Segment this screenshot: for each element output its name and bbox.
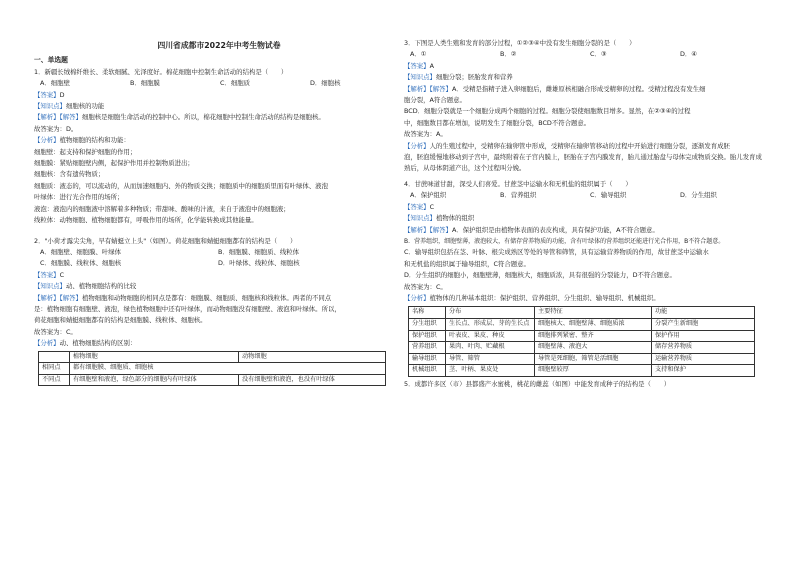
- right-column: [404, 38, 774, 390]
- q3-stem: 3．下图是人类生殖和发育的部分过程，①②③④中没有发生细胞分裂的是（ ）: [404, 39, 636, 47]
- left-column: [34, 0, 404, 386]
- table-cell: 支持和保护: [652, 365, 755, 377]
- q1-option-b: B．细胞膜: [130, 79, 160, 88]
- table-cell: 果肉、叶肉、贮藏根: [446, 342, 535, 354]
- table-cell: 运输营养物质: [652, 353, 755, 365]
- table-row: [409, 353, 755, 365]
- table-cell: 细胞排列紧密、整齐: [535, 330, 652, 342]
- q4-analysis-line: 故答案为：C。: [404, 282, 447, 291]
- q1-option-c: C．细胞质: [220, 79, 251, 88]
- table-row: [409, 365, 755, 377]
- q1-options: [34, 78, 404, 89]
- plant-tissue-table: [408, 306, 755, 377]
- spacer: [34, 227, 404, 236]
- q2-option-c: C．细胞膜、线粒体、细胞核: [40, 259, 122, 268]
- table-cell: 分裂产生新细胞: [652, 318, 755, 330]
- table-cell: 叶表皮、果皮、种皮: [446, 330, 535, 342]
- q4-stem: 4．甘蔗味道甘甜，深受人们喜爱。甘蔗茎中运输水和无机盐的组织属于（ ）: [404, 179, 632, 188]
- q2-option-b: B．细胞膜、细胞质、线粒体: [218, 247, 300, 256]
- q2-options-row1: [34, 247, 404, 258]
- q2-analysis2-line: 【分析】动、植物细胞结构的区别：: [34, 339, 137, 348]
- q3-analysis-line: 中，细胞数目都在增加，说明发生了细胞分裂，BCD不符合题意。: [404, 118, 591, 127]
- q4-analysis-line: D．分生组织的细胞小，细胞壁薄，细胞核大，细胞质浓，具有很强的分裂能力，D不符合题意。: [404, 271, 676, 280]
- q1-analysis2-line: 线粒体：动物细胞、植物细胞都有，呼吸作用的场所，化学能转换成其他能量。: [34, 216, 258, 225]
- q4-options: [404, 190, 774, 201]
- q4-analysis-line: 和无机盐的组织属于输导组织，C符合题意。: [404, 259, 530, 268]
- q3-option-a: A．①: [410, 50, 427, 59]
- q1-analysis-line: 故答案为：D。: [34, 124, 78, 133]
- table-row: [409, 342, 755, 354]
- cell-comparison-table: [38, 351, 386, 387]
- table-cell: 不同点: [39, 374, 70, 386]
- q1-analysis2-line: 细胞壁：起支持和保护细胞的作用；: [34, 147, 137, 156]
- q1-stem: 1．新疆长绒棉纤维长、柔软细腻、光泽度好。棉花细胞中控制生命活动的结构是（ ）: [34, 67, 288, 76]
- q1-analysis-line: 【解析】【解答】细胞核是细胞生命活动的控制中心。所以，棉花细胞中控制生命活动的结构是细胞核。: [34, 113, 325, 122]
- q5-stem: 5．成都许多区（市）县都盛产水蜜桃，桃花的雌蕊（如图）中能发育成种子的结构是（ ）: [404, 379, 671, 388]
- q3-analysis2-line: 泡，胚泡缓慢地移动到子宫中，最终附着在子宫内膜上，胚胎在子宫内膜发育，胎儿通过胎盘与母体完成物质交换。胎儿发育成: [404, 153, 762, 162]
- q3-options: [404, 49, 774, 60]
- q2-options-row2: [34, 258, 404, 269]
- q2-analysis-line: 故答案为：C。: [34, 327, 77, 336]
- q3-analysis-line: 故答案为：A。: [404, 130, 447, 139]
- q1-option-a: A．细胞壁: [40, 79, 70, 88]
- q2-knowledge-point: 【知识点】动、植物细胞结构的比较: [34, 282, 137, 291]
- table-cell: 茎、叶柄、果皮处: [446, 365, 535, 377]
- table-row: [39, 374, 386, 386]
- q2-analysis-line: 是：植物细胞有细胞壁、液泡，绿色植物细胞中还有叶绿体，而动物细胞没有细胞壁、液泡和叶绿体。所以，: [34, 304, 341, 313]
- table-cell: 保护作用: [652, 330, 755, 342]
- table-cell: 分生组织: [409, 318, 446, 330]
- table-row: [409, 318, 755, 330]
- table-row: [39, 351, 386, 363]
- table-cell: 输导组织: [409, 353, 446, 365]
- q1-knowledge-point: 【知识点】细胞核的功能: [34, 102, 105, 111]
- table-cell: 动物细胞: [239, 351, 386, 363]
- q4-analysis-line: 【解析】【解答】A．保护组织是由植物体表面的表皮构成，具有保护功能，A不符合题意。: [404, 225, 659, 234]
- q3-analysis2-line: 【分析】人的生殖过程中，受精卵在输卵管中形成，受精卵在输卵管移动的过程中开始进行细胞分裂，逐渐发育成胚: [404, 141, 730, 150]
- q2-option-d: D．叶绿体、线粒体、细胞核: [218, 259, 300, 268]
- table-row: [409, 307, 755, 319]
- q1-analysis2-line: 【分析】植物细胞的结构和功能：: [34, 136, 130, 145]
- q1-option-d: D．细胞核: [310, 79, 341, 88]
- q2-analysis-line: 【解析】【解答】植物细胞和动物细胞的相同点是都有：细胞膜、细胞质、细胞核和线粒体。两者的不同点: [34, 293, 332, 302]
- page-title: 四川省成都市2022年中考生物试卷: [157, 41, 281, 50]
- table-cell: 生长点、形成层、芽的生长点: [446, 318, 535, 330]
- table-cell: 都有细胞膜、细胞质、细胞核: [70, 363, 386, 375]
- q1-analysis2-line: 细胞质：液态的，可以流动的，从而加速细胞内、外的物质交换；细胞质中的细胞质里面有叶绿体、液泡: [34, 181, 328, 190]
- table-cell: 植物细胞: [70, 351, 239, 363]
- q4-option-b: B．营养组织: [500, 191, 537, 200]
- q2-stem: 2．"小荷才露尖尖角，早有蜻蜓立上头"（如图）。荷花细胞和蜻蜓细胞都有的结构是（ ）: [34, 236, 297, 245]
- q4-option-d: D．分生组织: [680, 191, 717, 200]
- q4-answer: 【答案】C: [404, 202, 435, 211]
- q3-analysis2-line: 熟后，从母体阴道产出，这个过程叫分娩。: [404, 164, 526, 173]
- q1-analysis2-line: 细胞膜：紧贴细胞壁内侧，起保护作用并控制物质进出；: [34, 159, 194, 168]
- table-cell: 机械组织: [409, 365, 446, 377]
- q3-knowledge-point: 【知识点】细胞分裂；胚胎发育和营养: [404, 73, 513, 82]
- table-cell: 保护组织: [409, 330, 446, 342]
- q4-analysis2-line: 【分析】植物体的几种基本组织：保护组织、营养组织、分生组织、输导组织、机械组织。: [404, 293, 660, 302]
- q3-analysis-line: 胞分裂，A符合题意。: [404, 96, 466, 105]
- q2-option-a: A．细胞壁、细胞膜、叶绿体: [40, 247, 122, 256]
- q3-option-d: D．④: [680, 50, 698, 59]
- table-row: [39, 363, 386, 375]
- table-cell: 主要特征: [535, 307, 652, 319]
- table-row: [409, 330, 755, 342]
- table-cell: 有细胞壁和液泡，绿色部分的细胞内有叶绿体: [70, 374, 239, 386]
- q4-analysis-line: C．输导组织包括在茎、叶脉、根尖成熟区等处的导管和筛管，具有运输营养物质的作用，故甘蔗茎中运输水: [404, 248, 709, 257]
- q1-answer: 【答案】D: [34, 90, 65, 99]
- q1-analysis2-line: 液泡：液泡内的细胞液中溶解着多种物质；带甜味、酸味的汁液，来自于液泡中的细胞液；: [34, 204, 290, 213]
- q4-option-c: C．输导组织: [590, 191, 627, 200]
- table-cell: 导管是死细胞，筛管是活细胞: [535, 353, 652, 365]
- table-cell: 细胞壁较厚: [535, 365, 652, 377]
- q2-answer: 【答案】C: [34, 270, 65, 279]
- q3-answer: 【答案】A: [404, 61, 434, 70]
- q1-analysis2-line: 细胞核：含有遗传物质；: [34, 170, 105, 179]
- q3-analysis-line: 【解析】【解答】A．受精是指精子进入卵细胞后，雌雄原核相融合形成受精卵的过程。受精过程没有发生细: [404, 84, 706, 93]
- q3-analysis-line: BCD．细胞分裂就是一个细胞分成两个细胞的过程。细胞分裂使细胞数目增多。显然，在②③④的过程: [404, 107, 691, 116]
- q2-analysis-line: 荷花细胞和蜻蜓细胞都有的结构是细胞膜、线粒体、细胞核。: [34, 316, 207, 325]
- q3-option-c: C．③: [590, 50, 607, 59]
- table-cell: 细胞核大、细胞壁薄、细胞质浓: [535, 318, 652, 330]
- table-cell: [39, 351, 70, 363]
- q3-option-b: B．②: [500, 50, 517, 59]
- table-cell: 没有细胞壁和液泡，也没有叶绿体: [239, 374, 386, 386]
- table-cell: 相同点: [39, 363, 70, 375]
- table-cell: 名称: [409, 307, 446, 319]
- table-cell: 导管、筛管: [446, 353, 535, 365]
- table-cell: 储存营养物质: [652, 342, 755, 354]
- table-cell: 功能: [652, 307, 755, 319]
- q4-option-a: A．保护组织: [410, 191, 447, 200]
- table-cell: 营养组织: [409, 342, 446, 354]
- table-cell: 分布: [446, 307, 535, 319]
- table-cell: 细胞壁薄、液泡大: [535, 342, 652, 354]
- q1-analysis2-line: 叶绿体：进行光合作用的场所；: [34, 193, 124, 202]
- q4-knowledge-point: 【知识点】植物体的组织: [404, 214, 475, 223]
- section-heading: 一、单选题: [34, 56, 68, 65]
- q4-analysis-line: B．营养组织，细胞壁薄，液泡较大，有储存营养物质的功能，含有叶绿体的营养组织还能进行光合作用，B不符合题意。: [404, 237, 725, 245]
